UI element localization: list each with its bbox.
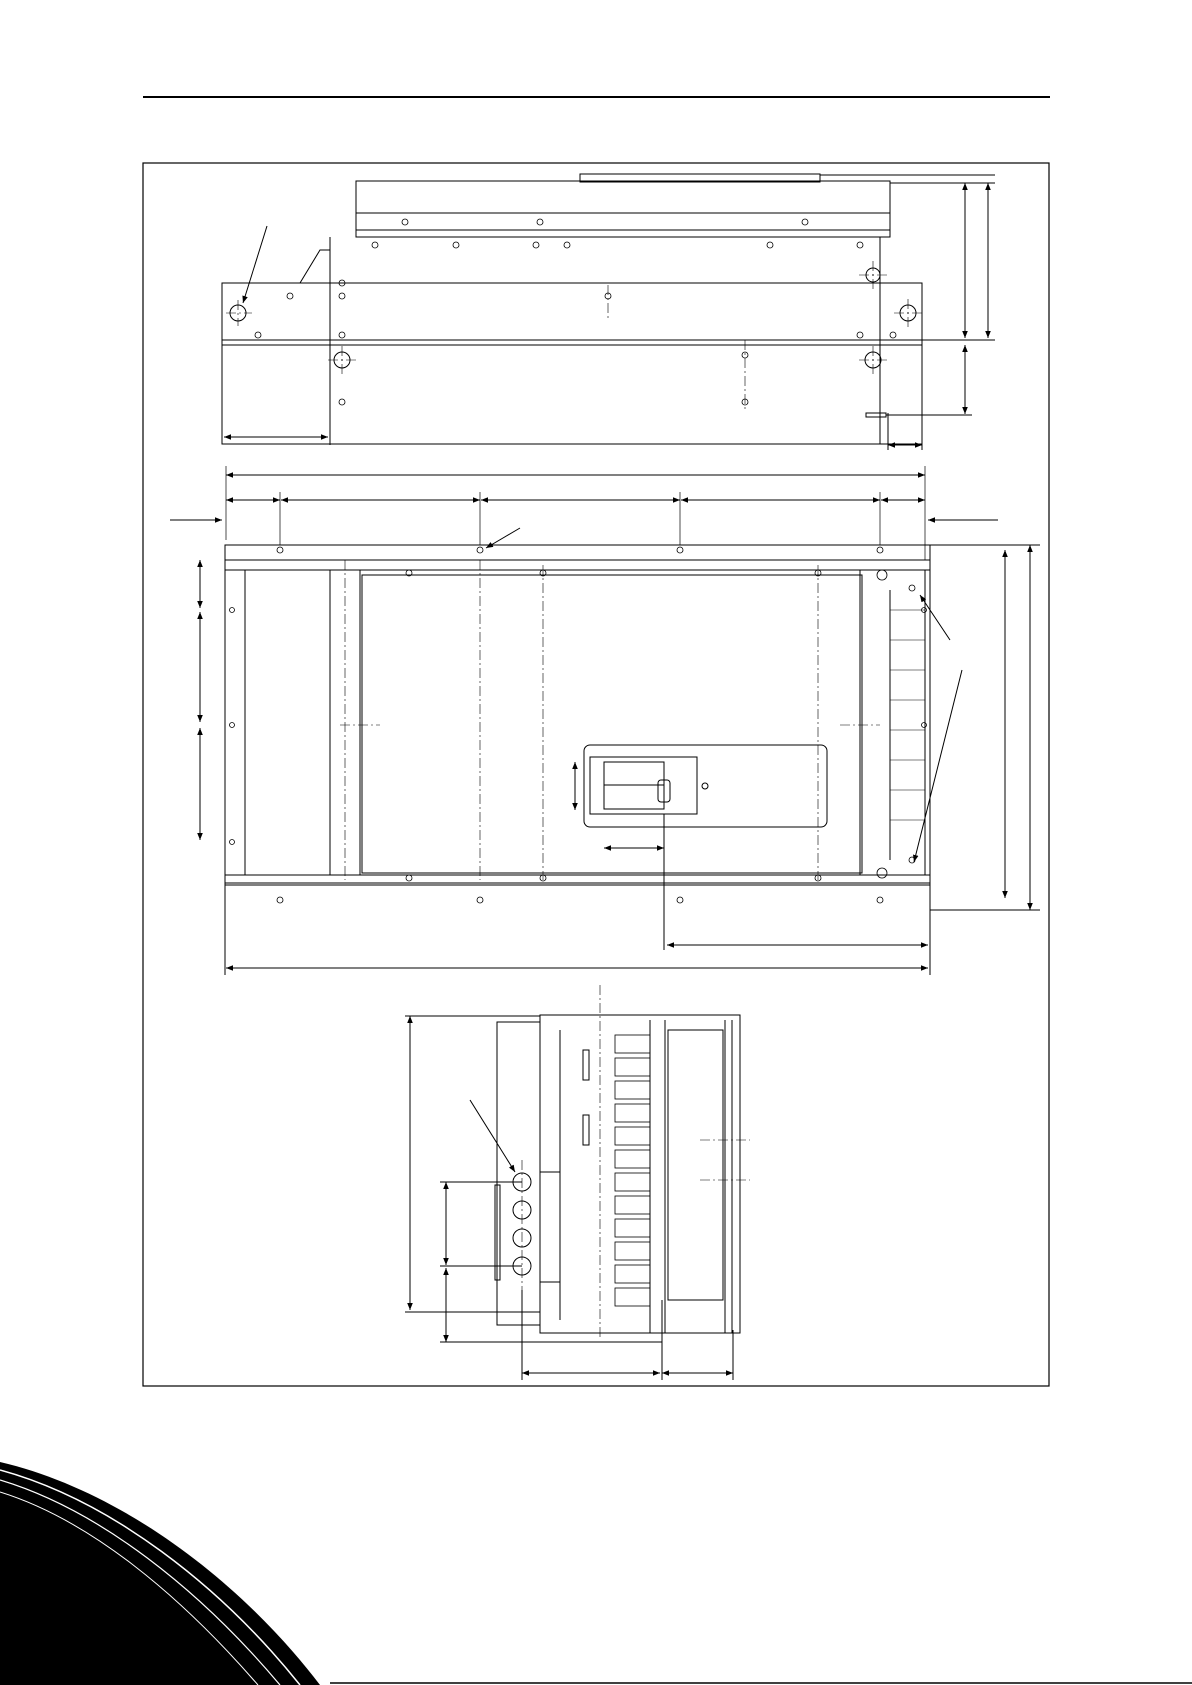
top-view: [222, 174, 995, 450]
drawing-frame: [143, 163, 1049, 1386]
corner-swoosh-graphic: [0, 1462, 320, 1685]
side-view: [405, 985, 750, 1380]
front-view: [170, 466, 1040, 975]
